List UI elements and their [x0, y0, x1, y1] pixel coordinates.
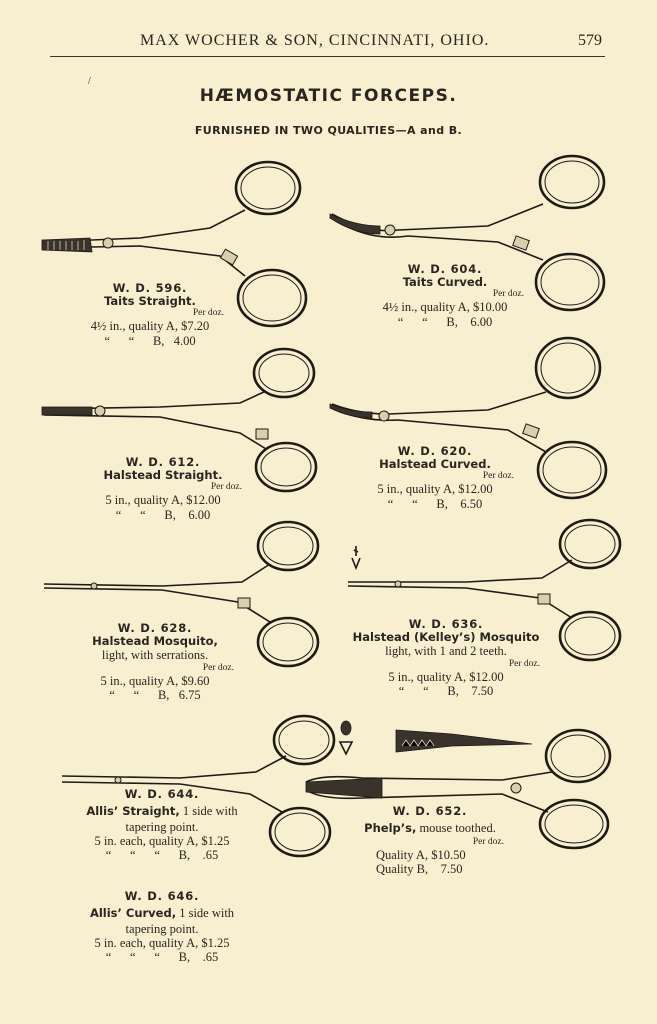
price-quality-b: Quality B, 7.50	[376, 861, 463, 876]
tooth-detail-icon	[350, 544, 362, 570]
header-rule	[50, 56, 605, 57]
item-description: tapering point.	[125, 819, 199, 834]
item-code: W. D. 596.	[112, 281, 188, 295]
price-quality-b: “ “ B, 6.50	[387, 496, 483, 511]
item-code: W. D. 628.	[117, 621, 193, 635]
catalog-entry-wd-620	[350, 445, 520, 511]
catalog-entry-wd-604	[360, 263, 530, 329]
per-doz-label: Per doz.	[482, 471, 514, 482]
price-quality-a: 4½ in., quality A, $7.20	[90, 319, 210, 334]
price-quality-a: 5 in., quality A, $12.00	[377, 482, 493, 497]
price-quality-a: 5 in., quality A, $12.00	[105, 493, 221, 508]
catalog-entry-wd-596	[70, 282, 230, 348]
item-description-inline: 1 side with	[176, 906, 235, 921]
price-quality-b: “ “ B, 6.75	[109, 688, 201, 703]
item-description: tapering point.	[125, 921, 199, 936]
price-quality-b: “ “ “ B, .65	[105, 848, 219, 863]
catalog-entry-wd-644	[62, 788, 262, 863]
page-title: HÆMOSTATIC FORCEPS.	[199, 86, 458, 106]
item-name: Halstead Curved.	[379, 457, 491, 472]
running-head	[0, 32, 657, 54]
price-quality-b: “ “ B, 7.50	[398, 684, 494, 699]
item-code: W. D. 620.	[397, 444, 473, 458]
item-name: Allis’ Straight,	[86, 804, 180, 819]
page-subtitle: FURNISHED IN TWO QUALITIES—A and B.	[194, 124, 463, 137]
item-description: light, with serrations.	[101, 648, 209, 663]
price-quality-b: “ “ B, 6.00	[115, 507, 211, 522]
item-code: W. D. 652.	[392, 804, 468, 818]
price-quality-a: 5 in., quality A, $12.00	[388, 669, 504, 684]
item-code: W. D. 646.	[124, 889, 200, 903]
item-name: Halstead Mosquito,	[92, 634, 218, 649]
item-description: light, with 1 and 2 teeth.	[385, 644, 507, 659]
item-name: Allis’ Curved,	[89, 906, 177, 921]
price-quality-a: 5 in., quality A, $9.60	[100, 673, 210, 688]
item-description-inline: 1 side with	[179, 804, 238, 819]
per-doz-label: Per doz.	[202, 662, 234, 673]
running-title: MAX WOCHER & SON, CINCINNATI, OHIO.	[140, 32, 490, 49]
item-description-inline: mouse toothed.	[416, 821, 496, 836]
item-code: W. D. 636.	[408, 617, 484, 631]
per-doz-label: Per doz.	[192, 308, 224, 319]
item-name: Taits Curved.	[402, 275, 488, 290]
catalog-entry-wd-646	[62, 890, 262, 965]
price-quality-b: “ “ B, 4.00	[104, 333, 196, 348]
per-doz-label: Per doz.	[508, 658, 540, 669]
item-code: W. D. 644.	[124, 787, 200, 801]
catalog-entry-wd-628	[70, 622, 240, 702]
price-quality-a: Quality A, $10.50	[376, 847, 466, 862]
per-doz-label: Per doz.	[492, 289, 524, 300]
item-name: Halstead (Kelley’s) Mosquito	[352, 630, 540, 645]
price-quality-a: 4½ in., quality A, $10.00	[382, 300, 508, 315]
item-name: Halstead Straight.	[103, 468, 223, 483]
page-number: 579	[578, 32, 602, 49]
item-code: W. D. 604.	[407, 262, 483, 276]
item-name: Taits Straight.	[104, 294, 196, 309]
item-name: Phelp’s,	[364, 821, 417, 836]
price-quality-a: 5 in. each, quality A, $1.25	[94, 935, 230, 950]
item-code: W. D. 612.	[125, 455, 201, 469]
per-doz-label: Per doz.	[210, 482, 242, 493]
catalog-entry-wd-636	[346, 618, 546, 698]
price-quality-a: 5 in. each, quality A, $1.25	[94, 833, 230, 848]
stray-mark: /	[88, 76, 91, 87]
catalog-entry-wd-612	[78, 456, 248, 522]
catalog-entry-wd-652	[350, 805, 510, 876]
per-doz-label: Per doz.	[472, 836, 504, 847]
price-quality-b: “ “ “ B, .65	[105, 950, 219, 965]
price-quality-b: “ “ B, 6.00	[397, 314, 493, 329]
